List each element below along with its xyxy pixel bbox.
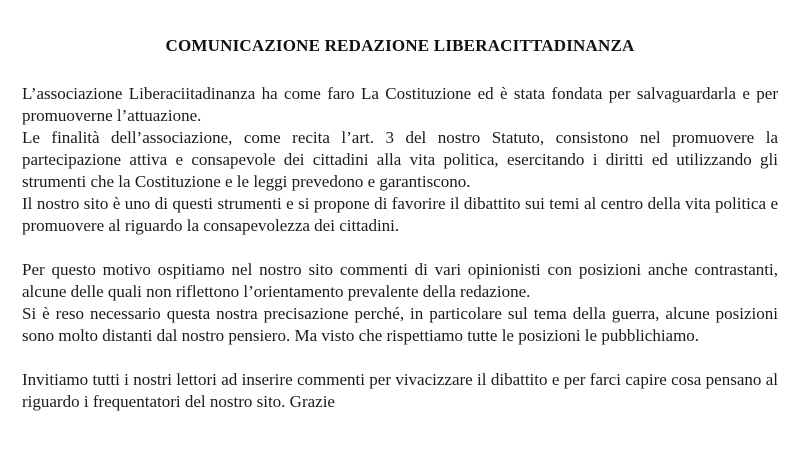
paragraph-clarification: Si è reso necessario questa nostra precisazione perché, in particolare sul tema della guerra, alcune posizioni sono molto distanti dal nostro pensiero. Ma visto che rispettiamo tutte le posizioni le pubblichiamo. xyxy=(22,304,778,345)
paragraph-block-intro xyxy=(22,83,778,237)
paragraph-association-purpose: L’associazione Liberaciitadinanza ha come faro La Costituzione ed è stata fondata per salvaguardarla e per promuoverne l’attuazione. xyxy=(22,84,778,125)
paragraph-reader-invitation: Invitiamo tutti i nostri lettori ad inserire commenti per vivacizzare il dibattito e per farci capire cosa pensano al riguardo i frequentatori del nostro sito. Grazie xyxy=(22,370,778,411)
paragraph-opinions-hosted: Per questo motivo ospitiamo nel nostro sito commenti di vari opinionisti con posizioni anche contrastanti, alcune delle quali non riflettono l’orientamento prevalente della redazione. xyxy=(22,260,778,301)
paragraph-block-editorial-position xyxy=(22,259,778,347)
paragraph-site-role: Il nostro sito è uno di questi strumenti e si propone di favorire il dibattito sui temi al centro della vita politica e promuovere al riguardo la consapevolezza dei cittadini. xyxy=(22,194,778,235)
document-title: COMUNICAZIONE REDAZIONE LIBERACITTADINANZA xyxy=(165,36,635,55)
paragraph-block-invitation xyxy=(22,369,778,413)
paragraph-statute-goals: Le finalità dell’associazione, come recita l’art. 3 del nostro Statuto, consistono nel promuovere la partecipazione attiva e consapevole dei cittadini alla vita politica, esercitando i diritti ed utilizzando gli strumenti che la Costituzione e le leggi prevedono e garantiscono. xyxy=(22,128,778,191)
